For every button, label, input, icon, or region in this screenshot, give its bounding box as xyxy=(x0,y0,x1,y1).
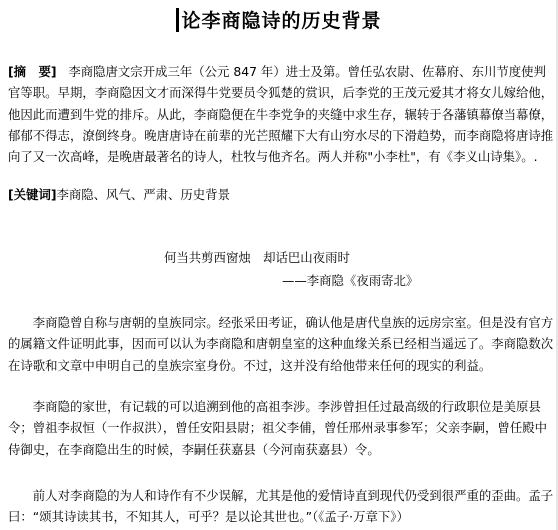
abstract-text: 李商隐唐文宗开成三年（公元 847 年）进士及第。曾任弘农尉、佐幕府、东川节度使判官等职。早期，李商隐因文才而深得牛党要员令狐楚的赏识，后李党的王茂元爱其才将女儿嫁给他，他因此而遭到牛党的排斥。从此，李商隐便在牛李党争的夹缝中求生存，辗转于各藩镇幕僚当幕僚，郁郁不得志，潦倒终身。晚唐唐诗在前辈的光芒照耀下大有山穷水尽的下滑趋势，而李商隐将唐诗推向了又一次高峰，是晚唐最著名的诗人，杜牧与他齐名。两人并称"小李杜"，有《李义山诗集》。. xyxy=(8,64,554,165)
poem-source: ——李商隐《夜雨寄北》 xyxy=(282,273,419,288)
body-paragraph-1: 李商隐曾自称与唐朝的皇族同宗。经张采田考证，确认他是唐代皇族的远房宗室。但是没有官方的属籍文件证明此事，因而可以认为李商隐和唐朝皇室的这种血缘关系已经相当遥远了。李商隐数次在诗歌和文章中申明自己的皇族宗室身份。不过，这并没有给他带来任何的现实的利益。 xyxy=(8,315,554,373)
keywords-line xyxy=(8,184,554,205)
page-title: 论李商隐诗的历史背景 xyxy=(181,10,382,32)
title-block xyxy=(0,6,558,33)
body-paragraph-2: 李商隐的家世，有记载的可以追溯到他的高祖李涉。李涉曾担任过最高级的行政职位是美原县令；曾祖李叔恒（一作叔洪），曾任安阳县尉；祖父李俌，曾任邢州录事参军；父亲李嗣，曾任殿中侍御史，在李商隐出生的时候，李嗣任获嘉县（今河南获嘉县）令。 xyxy=(8,399,547,457)
keywords-text: 李商隐、风气、严肃、历史背景 xyxy=(56,187,230,202)
text-cursor xyxy=(176,8,179,32)
keywords-label: [关键词] xyxy=(8,187,57,202)
abstract-label: [摘 要] xyxy=(8,64,57,79)
poem-quote: 何当共剪西窗烛 却话巴山夜雨时 xyxy=(164,250,350,265)
body-paragraph-3: 前人对李商隐的为人和诗作有不少误解，尤其是他的爱情诗直到现代仍受到很严重的歪曲。孟子曰：“颂其诗读其书，不知其人，可乎？是以论其世也。”（《孟子·万章下》） xyxy=(8,488,554,525)
abstract-paragraph xyxy=(8,61,554,167)
